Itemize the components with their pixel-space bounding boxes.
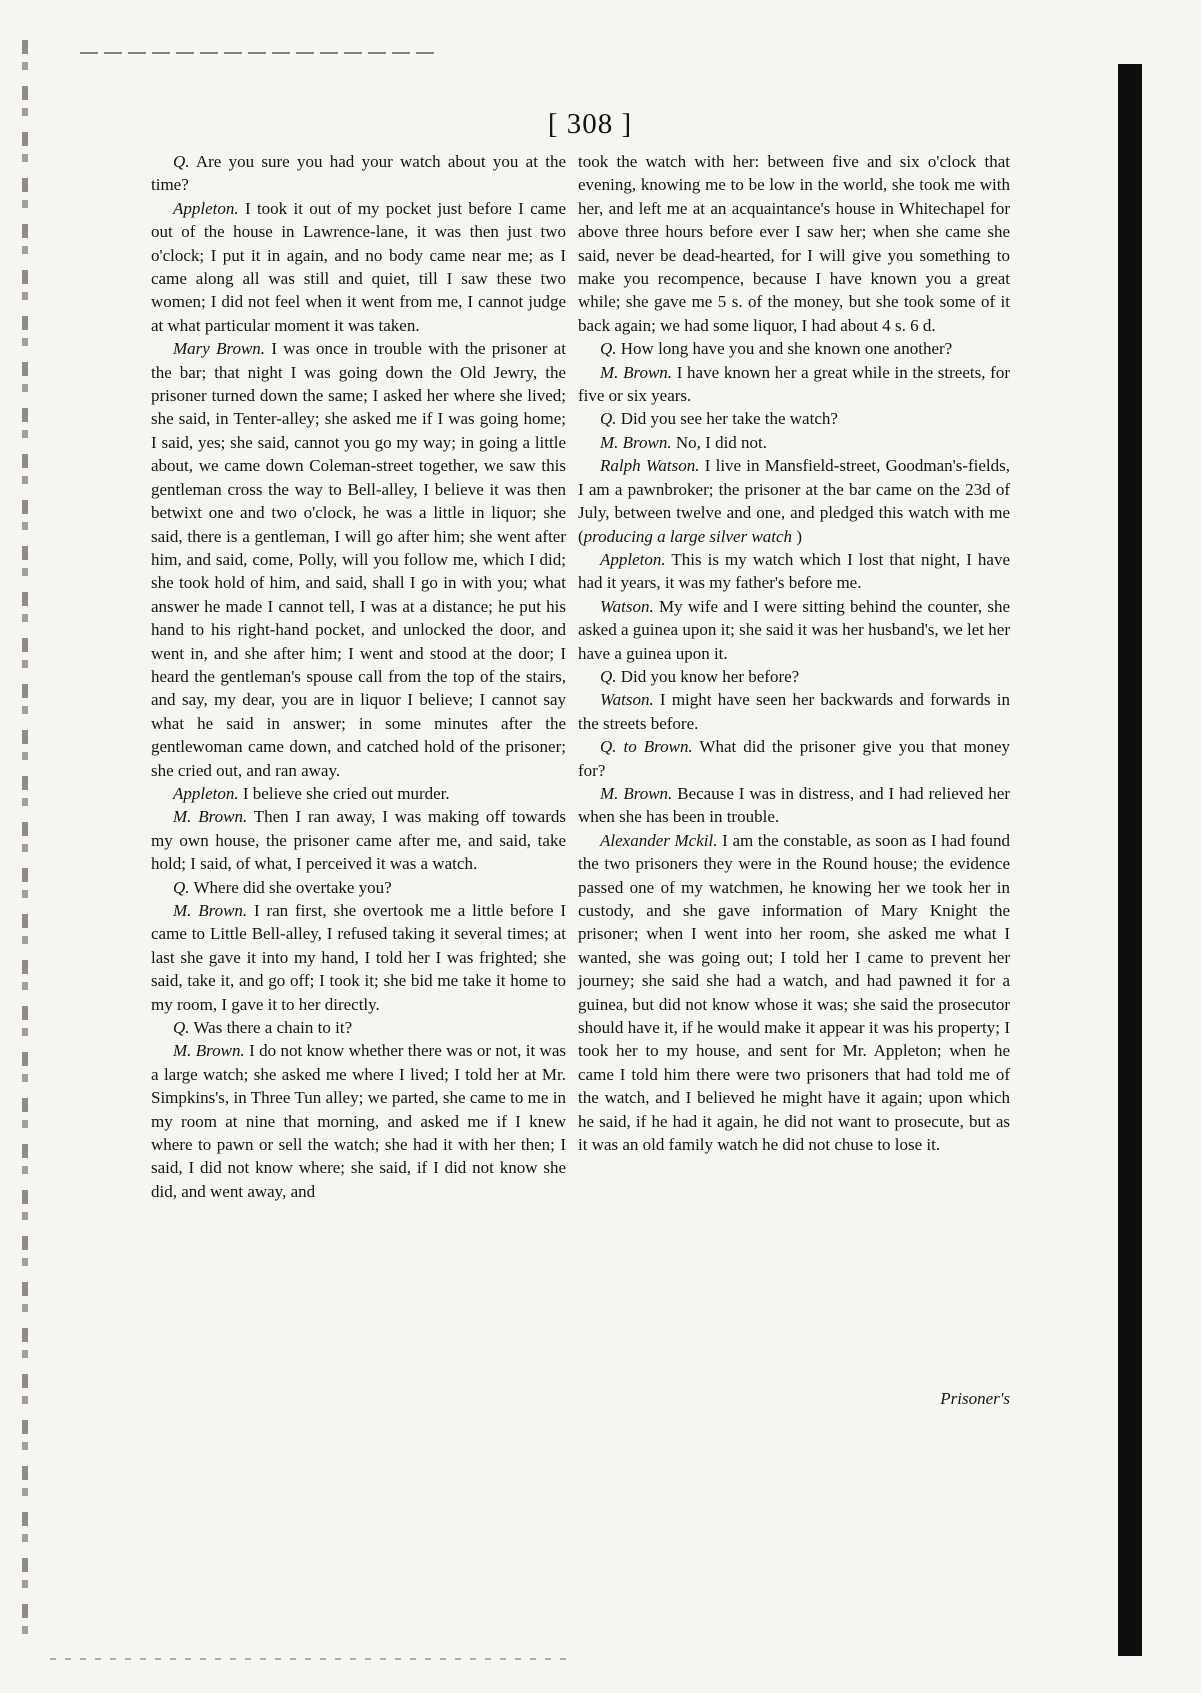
testimony-text: My wife and I were sitting behind the counter, she asked a guinea upon it; she said it was her husband's, we let her have a guinea upon it.: [578, 596, 1010, 663]
testimony-text: I believe she cried out murder.: [238, 783, 450, 803]
testimony-paragraph: [578, 665, 1010, 688]
right-column: [578, 150, 1010, 1156]
testimony-paragraph: [578, 454, 1010, 548]
page-number: [ 308 ]: [547, 108, 633, 140]
scan-bottom-edge: [50, 1658, 570, 1660]
speaker-name: Watson.: [600, 690, 654, 710]
speaker-name: M. Brown.: [173, 1041, 245, 1061]
testimony-paragraph: [578, 735, 1010, 782]
testimony-paragraph: [151, 899, 566, 1016]
testimony-paragraph: [578, 407, 1010, 430]
speaker-name: Ralph Watson.: [600, 456, 700, 476]
testimony-paragraph: [151, 337, 566, 782]
testimony-paragraph: [578, 361, 1010, 408]
testimony-text: Then I ran away, I was making off towards my own house, the prisoner came after me, and said, take hold; I said, of what, I perceived it was a watch.: [151, 807, 567, 874]
testimony-text: What did the prisoner give you that money for?: [578, 737, 1010, 780]
speaker-name: Appleton.: [173, 198, 239, 218]
speaker-name: Q.: [600, 666, 617, 686]
testimony-text: Are you sure you had your watch about you at the time?: [151, 152, 566, 195]
testimony-paragraph: [578, 829, 1010, 1157]
speaker-name: Watson.: [600, 596, 654, 616]
testimony-paragraph: [578, 431, 1010, 454]
testimony-text: This is my watch which I lost that night, I have had it years, it was my father's before me.: [578, 549, 1010, 593]
testimony-text: I ran first, she overtook me a little before I came to Little Bell-alley, I refused taking it several times; at last she gave it into my hand, I told her I was frighted; she said, take it, and go off; I took it; she bid me take it home to my room, I gave it to her directly.: [151, 901, 566, 1014]
testimony-paragraph: [151, 197, 566, 337]
speaker-name: M. Brown.: [173, 901, 248, 920]
testimony-paragraph: [578, 688, 1010, 735]
testimony-text: Did you see her take the watch?: [616, 409, 838, 429]
testimony-text: Was there a chain to it?: [189, 1018, 353, 1038]
testimony-paragraph: [578, 782, 1010, 829]
testimony-text: No, I did not.: [671, 432, 768, 452]
speaker-name: M. Brown.: [173, 807, 248, 827]
testimony-paragraph: [578, 337, 1010, 360]
speaker-name: M. Brown.: [600, 432, 672, 452]
speaker-name: M. Brown.: [600, 783, 673, 803]
left-column: [151, 150, 566, 1203]
testimony-paragraph: [151, 1016, 566, 1039]
speaker-name: Q.: [173, 152, 190, 171]
catchword: Prisoner's: [940, 1389, 1010, 1408]
testimony-text: How long have you and she known one another?: [616, 339, 953, 359]
testimony-paragraph: [151, 805, 566, 875]
testimony-text: I do not know whether there was or not, it was a large watch; she asked me where I lived; I told her at Mr. Simpkins's, in Three Tun alley; we parted, she came to me in my room at nine that morning, and asked me if I knew where to pawn or sell the watch; she had it with her then; I said, I did not know where; she said, if I did not know she did, and went away, and: [151, 1041, 566, 1201]
testimony-paragraph: [578, 595, 1010, 665]
testimony-paragraph: [151, 1039, 566, 1203]
testimony-paragraph: [578, 548, 1010, 595]
testimony-text: I might have seen her backwards and forwards in the streets before.: [578, 690, 1010, 733]
speaker-name: Alexander Mckil.: [600, 830, 718, 850]
testimony-text: I took it out of my pocket just before I came out of the house in Lawrence-lane, it was then just two o'clock; I put it in again, and no body came near me; as I came along all was still and quiet, till I saw these two women; I did not feel when it went from me, I cannot judge at what particular moment it was taken.: [151, 198, 566, 335]
speaker-name: Appleton.: [173, 783, 239, 803]
stage-direction: producing a large silver watch: [583, 526, 793, 546]
testimony-text: Where did she overtake you?: [189, 877, 392, 897]
speaker-name: Q.: [600, 339, 617, 359]
testimony-paragraph: [151, 876, 566, 899]
testimony-text-tail: ): [792, 526, 802, 546]
testimony-text: I have known her a great while in the streets, for five or six years.: [578, 362, 1010, 406]
testimony-text: I am the constable, as soon as I had found the two prisoners they were in the Round house; the evidence passed one of my watchmen, he knowing her we took her in custody, and she gave information of Mary Knight the prisoner; when I went into her room, she asked me what I wanted, she was going out; I told her I came to prevent her journey; she said she had a watch, and had pawned it for a guinea, but did not know whose it was; she said the prosecutor should have it, if he would make it appear it was his property; I took her to my house, and sent for Mr. Appleton; when he came I told him there were two prisoners that had told me of the watch, and I believed he might have it again; upon which he said, if he had it again, he did not want to prosecute, but as it was an old family watch he did not chuse to lose it.: [578, 830, 1010, 1155]
speaker-name: Q.: [173, 1018, 190, 1038]
speaker-name: Q.: [600, 409, 617, 429]
scan-top-rule: [80, 52, 440, 54]
testimony-text: Did you know her before?: [616, 666, 800, 686]
testimony-text: I was once in trouble with the prisoner at the bar; that night I was going down the Old Jewry, the prisoner turned down the same; I asked her where she lived; she said, in Tenter-alley; she asked me if I was going home; I said, yes; she said, cannot you go my way; in going a little about, we came down Coleman-street together, we saw this gentleman cross the way to Bell-alley, I believe it was then betwixt one and two o'clock, he was a little in liquor; she said, there is a gentleman, I will go after him; she went after him, and said, come, Polly, will you follow me, which I did; she took hold of him, and said, shall I go in with you; what answer he made I cannot tell, I was at a distance; he put his hand to his right-hand pocket, and unlocked the door, and went in, and she after him; I went and stood at the door; I heard the gentleman's spouse call from the top of the stairs, and say, my dear, you are in liquor I believe; I cannot say what he said in answer; in some minutes after the gentlewoman came down, and catched hold of the prisoner; she cried out, and ran away.: [151, 339, 566, 780]
scan-binding-bar: [1118, 64, 1142, 1656]
speaker-name: Appleton.: [600, 549, 666, 569]
speaker-name: Q. to Brown.: [600, 737, 693, 757]
testimony-paragraph: [151, 150, 566, 197]
speaker-name: Q.: [173, 877, 190, 897]
testimony-text: I live in Mansfield-street, Goodman's-fields, I am a pawnbroker; the prisoner at the bar came on the 23d of July, between twelve and one, and pledged this watch with me (: [578, 456, 1011, 546]
scan-left-edge: [22, 40, 28, 1640]
speaker-name: Mary Brown.: [173, 339, 266, 359]
testimony-paragraph: [578, 150, 1010, 337]
testimony-paragraph: [151, 782, 566, 805]
testimony-text: Because I was in distress, and I had relieved her when she has been in trouble.: [578, 783, 1010, 827]
speaker-name: M. Brown.: [600, 362, 673, 382]
testimony-text: took the watch with her: between five and six o'clock that evening, knowing me to be low in the world, she took me with her, and left me at an acquaintance's house in Whitechapel for above three hours before ever I saw her; when she came she said, never be dead-hearted, for I will give you something to make you recompence, because I have known you a great while; she gave me 5 s. of the money, but she took some of it back again; we had some liquor, I had about 4 s. 6 d.: [578, 152, 1010, 335]
